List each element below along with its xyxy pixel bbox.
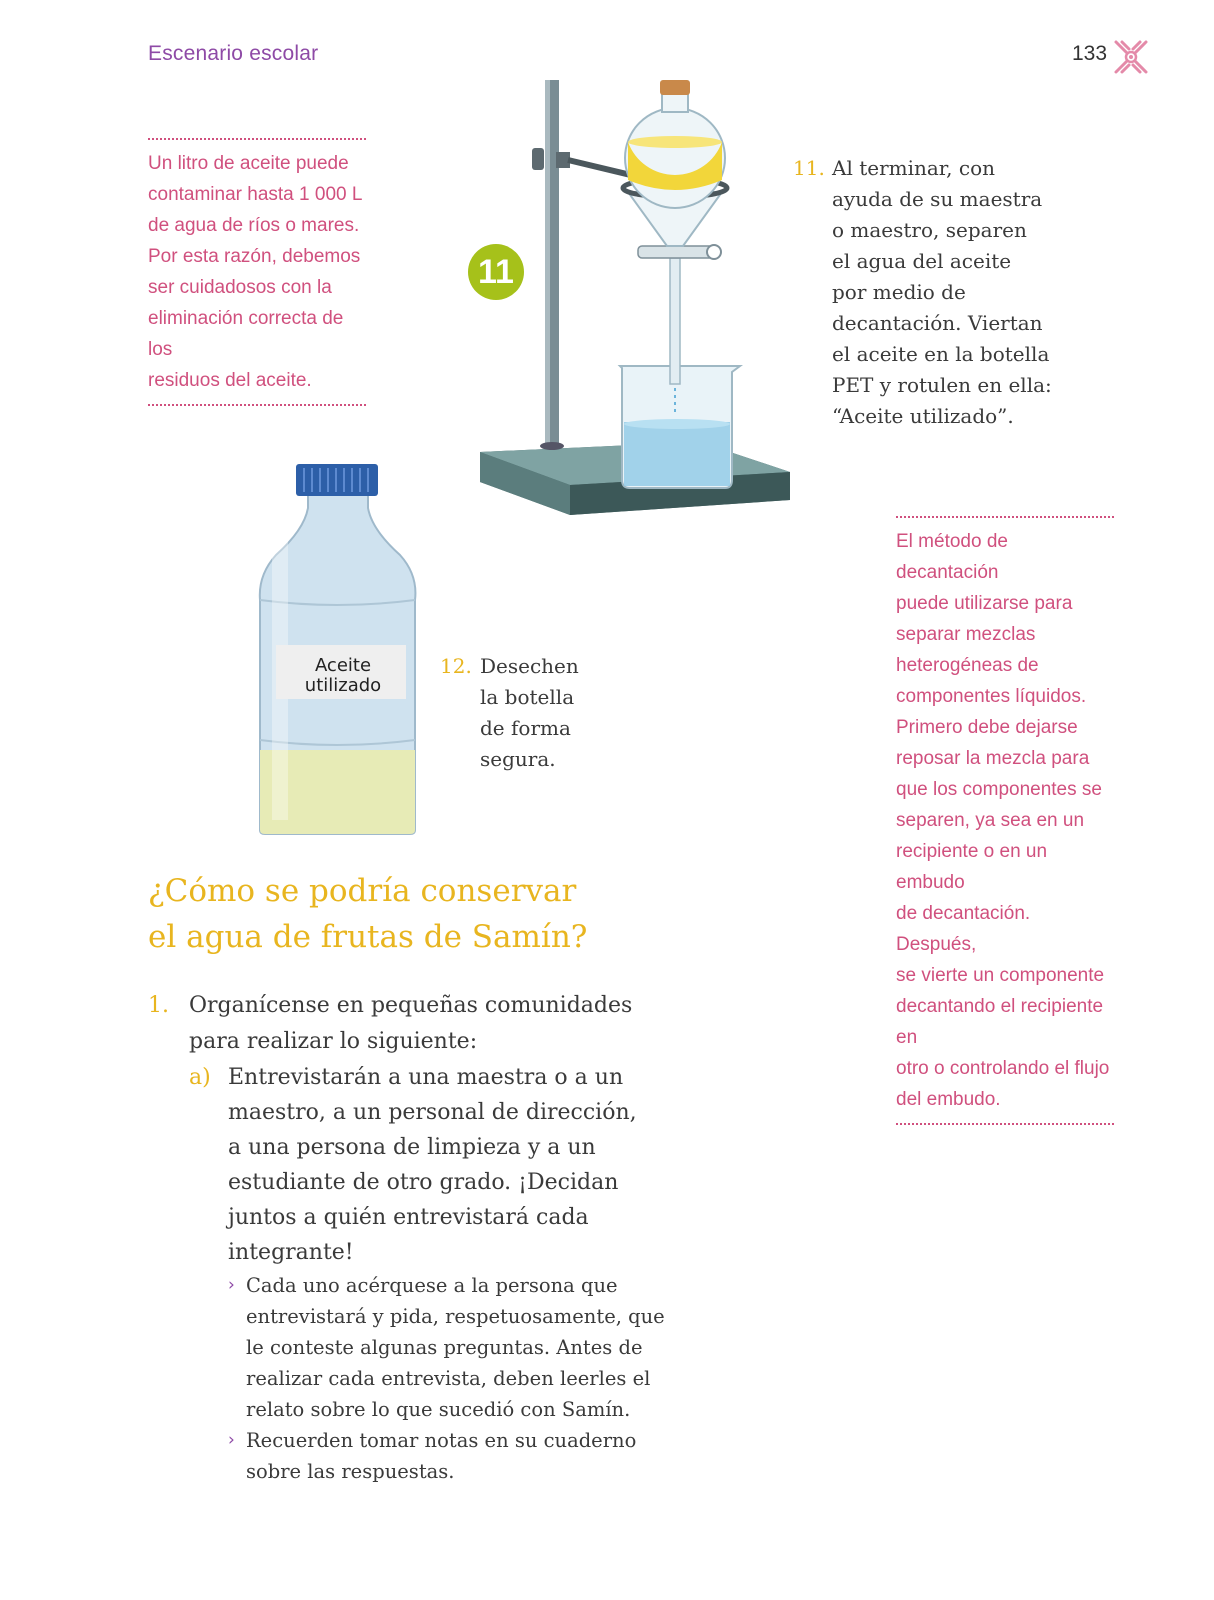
- heading-line: el agua de frutas de Samín?: [148, 919, 588, 955]
- bullet-line: Recuerden tomar notas en su cuaderno: [246, 1429, 637, 1452]
- side-note-oil-pollution: [148, 138, 366, 406]
- section-title: Escenario escolar: [148, 42, 319, 65]
- bullet-line: sobre las respuestas.: [246, 1460, 455, 1483]
- note-line: El método de decantación: [896, 531, 1008, 583]
- step-line: o maestro, separen: [832, 218, 1027, 242]
- activity-list: [148, 988, 728, 1487]
- note-line: heterogéneas de: [896, 655, 1039, 676]
- sub-item-line: juntos a quién entrevistará cada: [228, 1205, 589, 1230]
- step-line: PET y rotulen en ella:: [832, 373, 1052, 397]
- note-line: que los componentes se: [896, 779, 1102, 800]
- side-note-decantation: [896, 516, 1114, 1125]
- step-line: de forma: [480, 716, 571, 740]
- note-line: de agua de ríos o mares.: [148, 215, 360, 236]
- note-line: puede utilizarse para: [896, 593, 1073, 614]
- note-line: residuos del aceite.: [148, 370, 312, 391]
- step-line: ayuda de su maestra: [832, 187, 1043, 211]
- note-line: del embudo.: [896, 1089, 1001, 1110]
- decorative-star-icon: [1112, 38, 1150, 76]
- bullet-line: relato sobre lo que sucedió con Samín.: [246, 1398, 631, 1421]
- note-line: se vierte un componente: [896, 965, 1105, 986]
- step-12: [440, 651, 680, 775]
- step-line: por medio de: [832, 280, 966, 304]
- note-line: separar mezclas: [896, 624, 1036, 645]
- step-line: la botella: [480, 685, 575, 709]
- note-line: Un litro de aceite puede: [148, 153, 349, 174]
- bottle-label-line-2: utilizado: [304, 675, 382, 696]
- note-line: Por esta razón, debemos: [148, 246, 361, 267]
- bullet-item: [228, 1270, 728, 1425]
- note-line: ser cuidadosos con la: [148, 277, 332, 298]
- step-line: decantación. Viertan: [832, 311, 1043, 335]
- step-line: el agua del aceite: [832, 249, 1012, 273]
- note-line: eliminación correcta de los: [148, 308, 344, 360]
- note-line: otro o controlando el flujo: [896, 1058, 1110, 1079]
- item-number: 1.: [148, 993, 169, 1018]
- sub-item-line: integrante!: [228, 1240, 354, 1265]
- chevron-right-icon: ›: [228, 1430, 235, 1450]
- sub-item-line: a una persona de limpieza y a un: [228, 1135, 596, 1160]
- sub-item-letter: a): [189, 1065, 211, 1090]
- decantation-apparatus-illustration: [470, 70, 800, 555]
- heading-line: ¿Cómo se podría conservar: [148, 873, 577, 909]
- note-line: de decantación. Después,: [896, 903, 1031, 955]
- sub-item-line: maestro, a un personal de dirección,: [228, 1100, 637, 1125]
- bullet-line: Cada uno acérquese a la persona que: [246, 1274, 618, 1297]
- step-line: Desechen: [480, 654, 579, 678]
- note-line: separen, ya sea en un: [896, 810, 1085, 831]
- sub-item-line: Entrevistarán a una maestra o a un: [228, 1065, 624, 1090]
- step-line: “Aceite utilizado”.: [832, 404, 1014, 428]
- page-number: 133: [1072, 42, 1108, 65]
- bullet-item: [228, 1425, 728, 1487]
- bullet-line: le conteste algunas preguntas. Antes de: [246, 1336, 643, 1359]
- note-line: contaminar hasta 1 000 L: [148, 184, 363, 205]
- sub-item-line: estudiante de otro grado. ¡Decidan: [228, 1170, 619, 1195]
- bottle-label-line-1: Aceite: [314, 655, 372, 676]
- section-question-heading: [148, 868, 708, 960]
- note-line: recipiente o en un embudo: [896, 841, 1048, 893]
- sub-item-a: [189, 1060, 728, 1487]
- note-line: reposar la mezcla para: [896, 748, 1090, 769]
- chevron-right-icon: ›: [228, 1275, 235, 1295]
- plastic-bottle-illustration: [250, 460, 425, 835]
- step-11: [793, 153, 1132, 432]
- bullet-line: entrevistará y pida, respetuosamente, que: [246, 1305, 665, 1328]
- step-line: Al terminar, con: [832, 156, 995, 180]
- activity-item-1: [148, 988, 728, 1487]
- step-number: 11.: [793, 156, 825, 180]
- bullet-line: realizar cada entrevista, deben leerles el: [246, 1367, 651, 1390]
- item-line: para realizar lo siguiente:: [189, 1029, 478, 1054]
- note-line: componentes líquidos.: [896, 686, 1087, 707]
- step-number: 12.: [440, 654, 472, 678]
- figure-number-badge: 11: [468, 244, 524, 300]
- step-line: segura.: [480, 747, 556, 771]
- note-line: decantando el recipiente en: [896, 996, 1104, 1048]
- item-line: Organícense en pequeñas comunidades: [189, 993, 633, 1018]
- note-line: Primero debe dejarse: [896, 717, 1078, 738]
- step-line: el aceite en la botella: [832, 342, 1050, 366]
